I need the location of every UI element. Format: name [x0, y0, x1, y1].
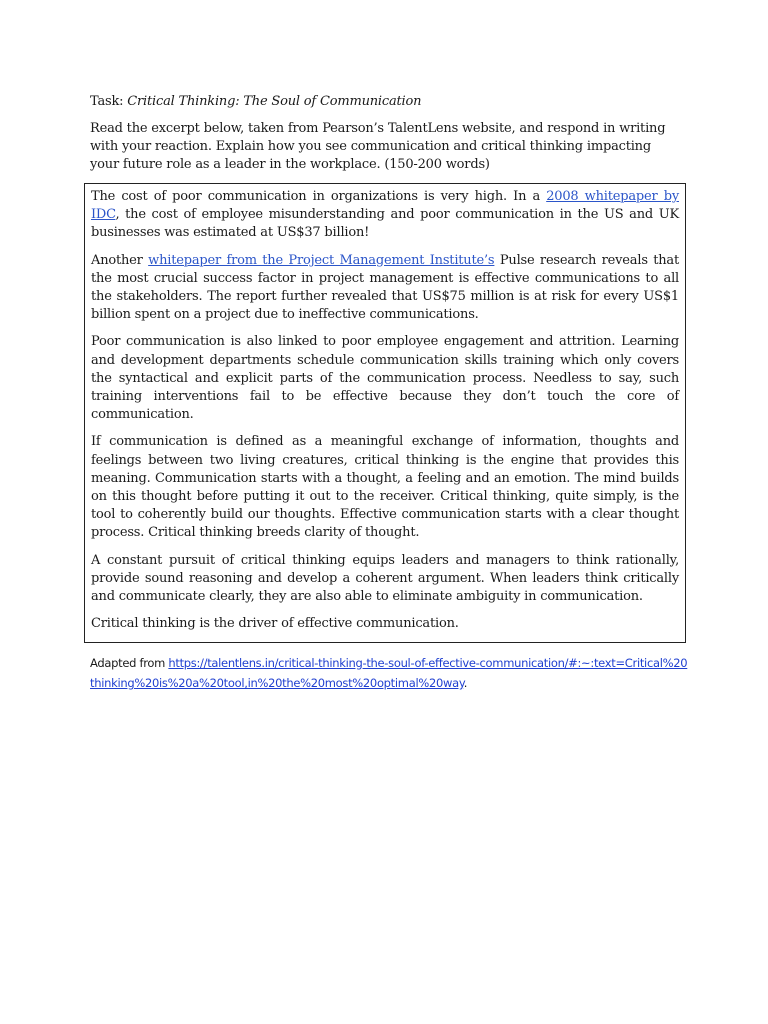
pmi-whitepaper-link[interactable]: whitepaper from the Project Management Institute’s: [148, 252, 495, 268]
p2-text-after: Pulse research reveals that the most crucial success factor in project management is effective communications to all the stakeholders. The report further revealed that US$75 million is at risk for every US$1 billion spent on a project due to ineffective communications.: [91, 252, 679, 323]
excerpt-paragraph-5: A constant pursuit of critical thinking equips leaders and managers to think rationally, provide sound reasoning and develop a coherent argument. When leaders think critically and communicate clearly, they are also able to eliminate ambiguity in communication.: [91, 552, 679, 605]
source-url-link[interactable]: https://talentlens.in/critical-thinking-the-soul-of-effective-communication/#:~:text=Critical%20thinking%20is%20a%20tool,in%20the%20most%20optimal%20way: [90, 656, 688, 690]
task-title: Critical Thinking: The Soul of Communication: [127, 94, 422, 109]
task-instructions: Read the excerpt below, taken from Pearson’s TalentLens website, and respond in writing with your reaction. Explain how you see communication and critical thinking impacting your future role as a leader in the workplace. (150-200 words): [90, 121, 666, 172]
idc-whitepaper-link[interactable]: 2008 whitepaper by IDC: [91, 189, 679, 223]
excerpt-paragraph-1: [91, 188, 679, 243]
p1-text-before: The cost of poor communication in organizations is very high. In a: [91, 189, 547, 204]
excerpt-paragraph-3: Poor communication is also linked to poor employee engagement and attrition. Learning and development departments schedule communication skills training which only covers the syntactical and explicit parts of the communication process. Needless to say, such training interventions fail to be effective because they don’t touch the core of communication.: [91, 334, 679, 423]
task-line: [90, 93, 678, 111]
source-citation: [90, 653, 690, 693]
source-prefix: Adapted from: [90, 656, 169, 670]
excerpt-box: [84, 183, 686, 643]
excerpt-paragraph-2: [91, 252, 679, 325]
p1-text-after: , the cost of employee misunderstanding and poor communication in the US and UK businesses was estimated at US$37 billion!: [91, 207, 679, 241]
source-suffix: .: [463, 676, 468, 690]
task-prefix: Task:: [90, 94, 128, 109]
task-header: [90, 93, 678, 183]
excerpt-paragraph-4: If communication is defined as a meaningful exchange of information, thoughts and feelings between two living creatures, critical thinking is the engine that provides this meaning. Communication starts with a thought, a feeling and an emotion. The mind builds on this thought before putting it out to the receiver. Critical thinking, quite simply, is the tool to coherently build our thoughts. Effective communication starts with a clear thought process. Critical thinking breeds clarity of thought.: [91, 434, 679, 541]
p2-text-before: Another: [91, 252, 149, 268]
excerpt-paragraph-6: Critical thinking is the driver of effective communication.: [91, 616, 459, 632]
